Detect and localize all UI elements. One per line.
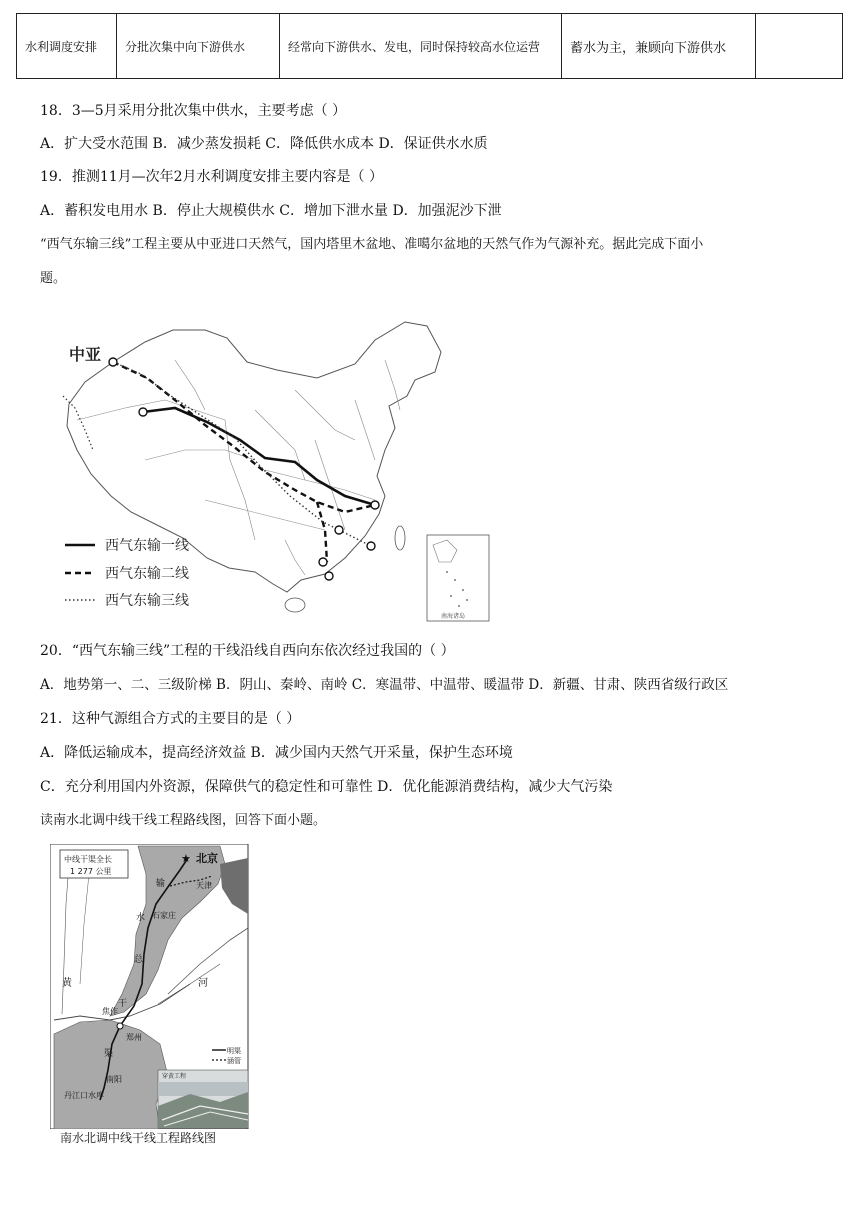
table-cell xyxy=(756,14,843,79)
legend-line-2: 西气东输二线 xyxy=(105,566,189,582)
question-20-options: A．地势第一、二、三级阶梯 B．阴山、秦岭、南岭 C．寒温带、中温带、暖温带 D．新疆、甘肃、陕西省级行政区 xyxy=(40,677,729,693)
canal-char-1: 输 xyxy=(156,879,166,889)
legend-line-3: 西气东输三线 xyxy=(105,593,189,609)
table-cell: 经常向下游供水、发电，同时保持较高水位运营 xyxy=(280,14,562,79)
city-zhengzhou: 郑州 xyxy=(126,1033,142,1042)
length-label-1: 中线干渠全长 xyxy=(64,855,112,864)
question-18-options: A．扩大受水范围 B．减少蒸发损耗 C．降低供水成本 D．保证供水水质 xyxy=(40,136,488,152)
hainan-island xyxy=(285,598,305,612)
intro-water-diversion: 读南水北调中线干线工程路线图，回答下面小题。 xyxy=(40,813,327,828)
city-nanyang: 南阳 xyxy=(106,1075,122,1084)
city-tianjin: 天津 xyxy=(196,881,212,890)
question-19-stem: 19．推测11月—次年2月水利调度安排主要内容是（ ） xyxy=(40,169,383,185)
question-21-options-1: A．降低运输成本，提高经济效益 B．减少国内天然气开采量，保护生态环境 xyxy=(40,745,513,761)
yellow-river-crossing-photo xyxy=(158,1070,248,1128)
canal-char-3: 总 xyxy=(134,955,144,965)
intro-gas-line2: 题。 xyxy=(40,271,67,286)
question-21-stem: 21．这种气源组合方式的主要目的是（ ） xyxy=(40,711,301,727)
taiwan-island xyxy=(395,526,405,550)
intro-gas-line1: “西气东输三线”工程主要从中亚进口天然气，国内塔里木盆地、准噶尔盆地的天然气作为气源补充。据此完成下面小 xyxy=(40,237,704,252)
city-shijiazhuang: 石家庄 xyxy=(152,911,176,920)
danjiangkou-reservoir: 丹江口水库 xyxy=(64,1091,104,1100)
inset-label: 南海诸岛 xyxy=(441,613,466,620)
table-cell: 分批次集中向下游供水 xyxy=(117,14,280,79)
water-diversion-map xyxy=(50,844,250,1129)
label-central-asia: 中亚 xyxy=(69,345,102,364)
legend-open-channel: 明渠 xyxy=(227,1047,241,1055)
legend-line-1: 西气东输一线 xyxy=(105,538,189,554)
table-cell: 水利调度安排 xyxy=(17,14,117,79)
canal-char-4: 干 xyxy=(118,999,128,1009)
city-jiaozuo: 焦作 xyxy=(102,1007,118,1016)
canal-char-5: 渠 xyxy=(104,1049,114,1059)
zhengzhou-marker xyxy=(117,1023,123,1029)
table-cell: 蓄水为主，兼顾向下游供水 xyxy=(562,14,756,79)
gas-pipeline-map xyxy=(55,300,495,625)
star-icon: ★ xyxy=(181,852,191,865)
question-21-options-2: C．充分利用国内外资源，保障供气的稳定性和可靠性 D．优化能源消费结构，减少大气污染 xyxy=(40,779,613,795)
table-row xyxy=(17,14,843,79)
question-18-stem: 18．3—5月采用分批次集中供水，主要考虑（ ） xyxy=(40,103,347,119)
yellow-river-char-2: 河 xyxy=(198,978,208,989)
canal-char-2: 水 xyxy=(136,913,146,923)
map1-legend xyxy=(65,537,189,609)
question-20-stem: 20．“西气东输三线”工程的干线沿线自西向东依次经过我国的（ ） xyxy=(40,643,455,659)
length-label-2: 1 277 公里 xyxy=(70,867,112,876)
yellow-river-char-1: 黄 xyxy=(62,978,72,989)
city-beijing: 北京 xyxy=(196,852,218,865)
question-19-options: A．蓄积发电用水 B．停止大规模供水 C．增加下泄水量 D．加强泥沙下泄 xyxy=(40,203,502,219)
legend-tunnel: 涵管 xyxy=(227,1057,241,1065)
map2-caption: 南水北调中线干线工程路线图 xyxy=(60,1131,217,1145)
photo-label: 穿黄工程 xyxy=(162,1073,187,1080)
schedule-table xyxy=(16,13,843,79)
south-china-sea-inset xyxy=(427,535,489,621)
